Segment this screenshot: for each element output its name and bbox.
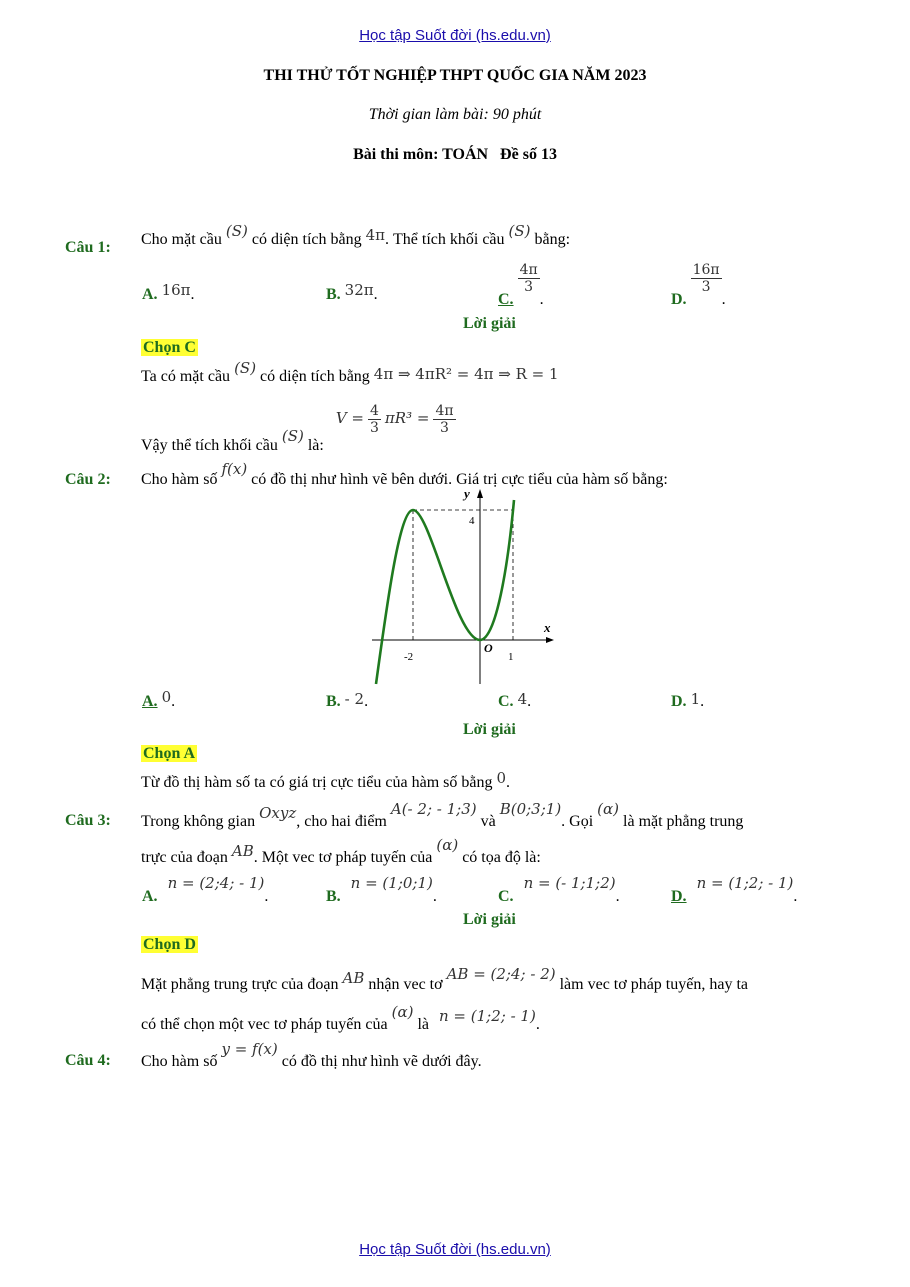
q3-option-b[interactable]: B. n = (1;0;1). (326, 874, 437, 905)
q3-choice: Chọn D (143, 936, 196, 953)
q3-option-a[interactable]: A. n = (2;4; - 1). (142, 874, 269, 905)
q2-option-b[interactable]: B. - 2. (326, 690, 369, 710)
x-axis-arrow (546, 637, 554, 643)
q2-solution-line1: Từ đồ thị hàm số ta có giá trị cực tiểu của hàm số bằng 0. (141, 769, 511, 791)
header-link[interactable]: Học tập Suốt đời (hs.edu.vn) (359, 27, 551, 44)
q1-stem: Cho mặt cầu (S) có diện tích bằng 4π. Thể tích khối cầu (S) bằng: (141, 222, 571, 248)
tick-x-neg2: -2 (404, 651, 414, 663)
q2-option-a[interactable]: A. 0. (142, 688, 176, 710)
q1-label: Câu 1: (65, 239, 111, 256)
q1-option-d[interactable]: D. $\frac{16\pi}{3}$ . (671, 262, 726, 309)
q2-label: Câu 2: (65, 471, 111, 488)
q3-solution-line2: có thể chọn một vec tơ pháp tuyến của (α) là n = (1;2; - 1). (141, 1003, 540, 1033)
q1-solution-heading: Lời giải (463, 315, 516, 332)
q3-option-c[interactable]: C. n = (- 1;1;2). (498, 874, 620, 905)
q1-option-c[interactable]: C. $\frac{4\pi}{3}$ . (498, 262, 544, 309)
tick-y-4: 4 (469, 515, 475, 527)
q4-label: Câu 4: (65, 1052, 111, 1069)
q1-choice: Chọn C (143, 339, 196, 356)
y-axis-label: y (464, 486, 470, 501)
q3-stem-line2: trực của đoạn AB. Một vec tơ pháp tuyến của (α) có tọa độ là: (141, 836, 541, 866)
q3-option-d[interactable]: D. n = (1;2; - 1). (671, 874, 798, 905)
exam-title: THI THỬ TỐT NGHIỆP THPT QUỐC GIA NĂM 2023 (263, 67, 647, 84)
q2-option-c[interactable]: C. 4. (498, 690, 532, 710)
q2-choice: Chọn A (143, 745, 196, 762)
function-curve (376, 500, 514, 684)
origin-label: O (484, 641, 493, 655)
tick-x-1: 1 (508, 651, 514, 663)
footer-link[interactable]: Học tập Suốt đời (hs.edu.vn) (359, 1241, 551, 1258)
q3-solution-heading: Lời giải (463, 911, 516, 928)
q4-stem: Cho hàm số y = f(x) có đồ thị như hình vẽ dưới đây. (141, 1040, 482, 1070)
q2-stem: Cho hàm số f(x) có đồ thị như hình vẽ bên dưới. Giá trị cực tiểu của hàm số bằng: (141, 460, 668, 488)
q1-solution-line2: Vậy thể tích khối cầu (S) là: V = $\frac{4}{3}$ πR³ = $\frac{4\pi}{3}$ (141, 403, 454, 455)
exam-time: Thời gian làm bài: 90 phút (368, 106, 542, 123)
x-axis-label: x (544, 620, 551, 635)
q1-solution-line1: Ta có mặt cầu (S) có diện tích bằng 4π ⇒ 4πR² = 4π ⇒ R = 1 (141, 359, 559, 385)
q1-option-a[interactable]: A. 16π. (142, 281, 195, 303)
q2-option-d[interactable]: D. 1. (671, 690, 705, 710)
q3-solution-line1: Mặt phẳng trung trực của đoạn AB nhận vec tơ AB = (2;4; - 2) làm vec tơ pháp tuyến, hay ta (141, 965, 748, 993)
y-axis-arrow (477, 489, 483, 498)
q2-graph (368, 486, 558, 686)
q2-solution-heading: Lời giải (463, 721, 516, 738)
exam-subject: Bài thi môn: TOÁN Đề số 13 (353, 146, 557, 163)
q1-option-b[interactable]: B. 32π. (326, 281, 378, 303)
q3-label: Câu 3: (65, 812, 111, 829)
q3-stem-line1: Trong không gian Oxyz, cho hai điểm A(- 2; - 1;3) và B(0;3;1). Gọi (α) là mặt phẳng trung (141, 800, 744, 830)
